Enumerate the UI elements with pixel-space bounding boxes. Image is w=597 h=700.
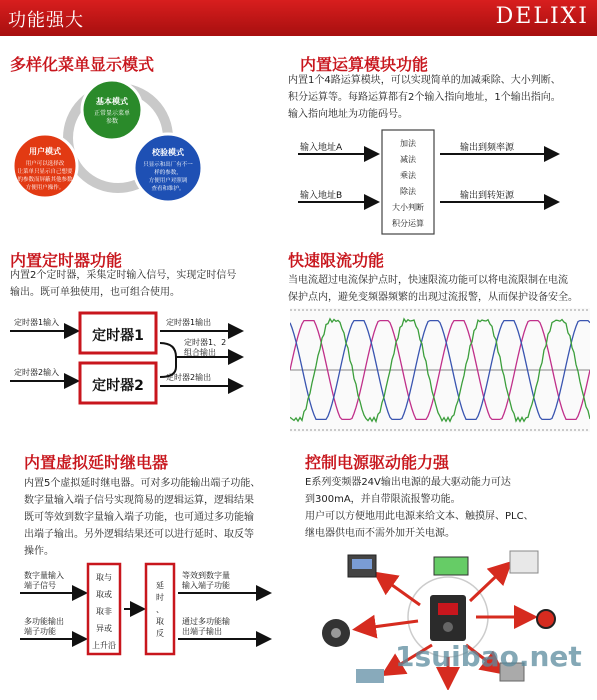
timer-description: 内置2个定时器，采集定时输入信号，实现定时信号 输出。既可单独使用，也可组合使用。 [10, 270, 237, 298]
relay-output-2-l2: 出端子输出 [182, 627, 222, 636]
menu-section-title: 多样化菜单显示模式 [10, 55, 155, 74]
timer-section-title: 内置定时器功能 [10, 251, 123, 270]
user-mode-name: 用户模式 [29, 147, 61, 156]
svg-text:取与: 取与 [96, 573, 112, 582]
verify-mode-name: 校验模式 [152, 148, 184, 157]
relay-input-2-l2: 端子功能 [24, 627, 56, 636]
power-section-title: 控制电源驱动能力强 [305, 453, 450, 472]
timer-diagram [0, 305, 285, 417]
svg-text:的参数而屏蔽其他参数: 的参数而屏蔽其他参数 [17, 177, 73, 183]
svg-text:方便用户操作。: 方便用户操作。 [25, 185, 65, 191]
svg-text:定时器2: 定时器2 [92, 378, 144, 394]
svg-text:用户可以选择改: 用户可以选择改 [25, 161, 65, 167]
current-waveform [290, 308, 590, 432]
svg-text:取: 取 [156, 617, 164, 626]
calc-description: 内置1个4路运算模块，可以实现简单的加减乘除、大小判断、 积分运算等。每路运算都有2个输入指向地址，1个输出指向。 输入指向地址为功能码号。 [288, 75, 561, 120]
svg-text:样的参数，: 样的参数， [154, 170, 182, 176]
svg-text:取或: 取或 [96, 590, 112, 599]
svg-text:、: 、 [156, 605, 164, 614]
relay-section-title: 内置虚拟延时继电器 [24, 453, 169, 472]
watermark-text: 1suibao.net [395, 640, 582, 673]
relay-input-1-l1: 数字量输入 [24, 571, 64, 580]
relay-description: 内置5个虚拟延时继电器。可对多功能输出端子功能、 数字量输入端子信号实现简易的逻辑运算，逻辑结果 既可等效到数字量输入端子功能，也可通过多功能输 出端子输出。另外逻辑结果还可以进行延时、取反等 操作。 [24, 478, 261, 557]
relay-input-2-l1: 多功能输出 [24, 617, 64, 626]
svg-text:让菜单只显示自己想要: 让菜单只显示自己想要 [17, 169, 73, 175]
timer-combo-line1: 定时器1、2 [184, 338, 227, 347]
svg-text:减法: 减法 [400, 155, 416, 164]
calc-input-b: 输入地址B [300, 191, 343, 201]
svg-text:参数: 参数 [105, 118, 119, 125]
calc-section-title: 内置运算模块功能 [300, 55, 429, 74]
svg-text:反: 反 [156, 629, 164, 638]
timer-combo-line2: 组合输出 [184, 348, 216, 357]
svg-text:异或: 异或 [96, 624, 112, 633]
brand-logo: DELIXI [495, 4, 589, 29]
relay-diagram [0, 560, 290, 660]
header-title: 功能强大 [8, 10, 84, 31]
svg-text:方便用户对照调: 方便用户对照调 [148, 178, 188, 184]
timer-input-2: 定时器2输入 [14, 368, 60, 377]
header-bar [0, 0, 597, 36]
svg-text:只显示和出厂有不一: 只显示和出厂有不一 [143, 162, 193, 168]
relay-output-1-l2: 输入端子功能 [182, 581, 230, 590]
timer-output-2: 定时器2输出 [166, 373, 212, 382]
relay-output-1-l1: 等效到数字量 [182, 571, 230, 580]
inverter-icon [430, 595, 466, 641]
timer-output-1: 定时器1输出 [166, 318, 212, 327]
current-section-title: 快速限流功能 [288, 251, 385, 270]
timer-input-1: 定时器1输入 [14, 318, 60, 327]
svg-text:定时器1: 定时器1 [92, 328, 144, 344]
svg-text:延: 延 [156, 581, 164, 590]
svg-text:正常显示菜单: 正常显示菜单 [93, 110, 131, 117]
svg-text:除法: 除法 [400, 187, 416, 196]
menu-modes-diagram [0, 78, 290, 228]
relay-input-1-l2: 端子信号 [24, 581, 56, 590]
svg-text:上升沿: 上升沿 [92, 641, 116, 650]
calc-input-a: 输入地址A [300, 143, 343, 153]
calc-diagram [290, 128, 590, 238]
svg-text:查看和维护。: 查看和维护。 [151, 186, 185, 192]
calc-output-2: 输出到转矩源 [460, 191, 515, 201]
svg-text:取非: 取非 [96, 607, 112, 616]
indicator-lamp-icon [537, 610, 555, 628]
svg-text:乘法: 乘法 [400, 171, 416, 180]
svg-text:积分运算: 积分运算 [392, 219, 424, 228]
flowmeter-icon [356, 669, 384, 683]
plc-icon [434, 557, 468, 575]
svg-text:大小判断: 大小判断 [392, 203, 424, 212]
relay-module-icon [510, 551, 538, 573]
power-description: E系列变频器24V输出电源的最大驱动能力可达 到300mA，并自带限流报警功能。 用户可以方便地用此电源来给文本、触摸屏、PLC、 继电器供电而不需外加开关电源。 [305, 477, 534, 539]
svg-text:时: 时 [156, 593, 164, 602]
calc-output-1: 输出到频率源 [460, 143, 515, 153]
basic-mode-name: 基本模式 [96, 97, 128, 106]
current-description: 当电流超过电流保护点时，快速限流功能可以将电流限制在电流 保护点内，避免变频器频繁的出现过流报警，从而保护设备安全。 [288, 275, 578, 303]
relay-output-2-l1: 通过多功能输 [182, 617, 230, 626]
svg-text:加法: 加法 [400, 139, 416, 148]
